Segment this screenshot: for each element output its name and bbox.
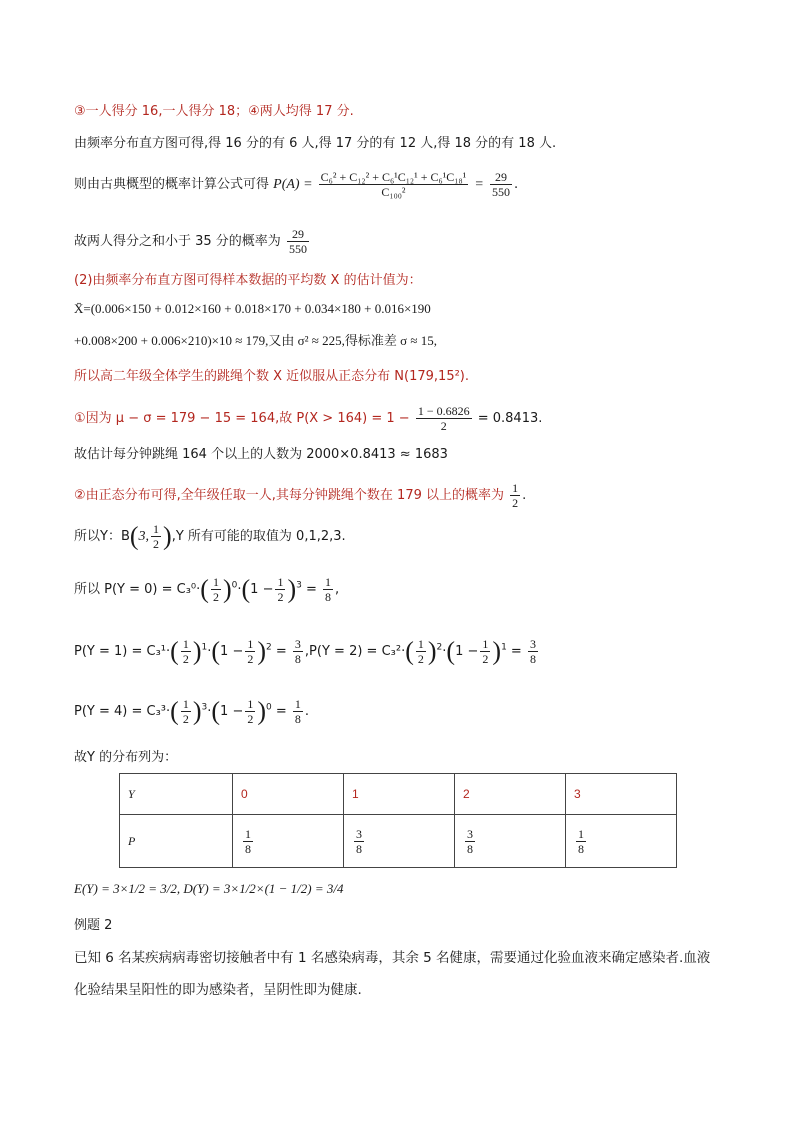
line-mean-formula-1: X̄=(0.006×150 + 0.012×160 + 0.018×170 + 0.034×180 + 0.016×190 (74, 301, 431, 316)
line-sum-probability: 故两人得分之和小于 35 分的概率为 $\frac{29}{550}$ (74, 227, 307, 256)
line-classical-probability: 则由古典概型的概率计算公式可得 P(A) = $\frac{\text{C₆² + C₁₂² + C₆¹C₁₂¹ + C₆¹C₁₈¹}}{\text{C₁₀₀²}}$ = $\frac{29}{550}$ . (74, 170, 519, 199)
table-row: P $\frac{1}{8}$ $\frac{3}{8}$ $\frac{3}{8}$ $\frac{1}{8}$ (120, 815, 677, 868)
sum-probability-fraction: $\frac{29}{550}$ (288, 227, 307, 256)
prob-fraction: $\frac{1 - 0.6826}{2}$ (417, 404, 470, 433)
example-title: 例题 2 (74, 918, 113, 933)
example-text-2: 化验结果呈阳性的即为感染者，呈阴性即为健康. (74, 982, 362, 998)
line-estimated-count: 故估计每分钟跳绳 164 个以上的人数为 2000×0.8413 ≈ 1683 (74, 447, 448, 462)
half-fraction: $\frac{1}{2}$ (512, 481, 519, 510)
line-prob-above-164: ①因为 μ − σ = 179 − 15 = 164,故 P(X > 164) = 1 − $\frac{1 - 0.6826}{2}$ = 0.8413. (74, 404, 543, 433)
line-histogram-counts: 由频率分布直方图可得,得 16 分的有 6 人,得 17 分的有 12 人,得 18 分的有 18 人. (74, 136, 557, 151)
line-normal-distribution: 所以高二年级全体学生的跳绳个数 X 近似服从正态分布 N(179,15²). (74, 369, 470, 384)
line-case-3-4: ③一人得分 16,一人得分 18；④两人均得 17 分. (74, 104, 354, 119)
line-prob-above-179: ②由正态分布可得,全年级任取一人,其每分钟跳绳个数在 179 以上的概率为 $\frac{1}{2}$ . (74, 481, 527, 510)
line-p-y0: 所以 P(Y = 0) = C₃⁰·( $\frac{1}{2}$ )$^0$·(1 − $\frac{1}{2}$ )$^3$ = $\frac{1}{8}$ , (74, 574, 340, 604)
line-part-2-heading: (2)由频率分布直方图可得样本数据的平均数 X 的估计值为： (74, 273, 422, 288)
table-row: Y 0 1 2 3 (120, 774, 677, 815)
distribution-table (119, 773, 677, 868)
result-fraction: $\frac{29}{550}$ (491, 170, 510, 199)
line-binomial: 所以Y：B(3, $\frac{1}{2}$ ),Y 所有可能的取值为 0,1,2,3. (74, 521, 346, 551)
line-distribution-title: 故Y 的分布列为： (74, 750, 178, 765)
line-mean-formula-2: +0.008×200 + 0.006×210)×10 ≈ 179,又由 σ² ≈ 225,得标准差 σ ≈ 15, (74, 333, 438, 348)
line-p-y4: P(Y = 4) = C₃³·( $\frac{1}{2}$ )$^3$·(1 − $\frac{1}{2}$ )$^0$ = $\frac{1}{8}$ . (74, 696, 310, 726)
example-text-1: 已知 6 名某疾病病毒密切接触者中有 1 名感染病毒，其余 5 名健康，需要通过化验血液来确定感染者.血液 (74, 950, 711, 966)
probability-fraction: $\frac{\text{C₆² + C₁₂² + C₆¹C₁₂¹ + C₆¹C₁₈¹}}{\text{C₁₀₀²}}$ (320, 170, 467, 199)
line-p-y1-y2: P(Y = 1) = C₃¹·( $\frac{1}{2}$ )$^1$·(1 − $\frac{1}{2}$ )$^2$ = $\frac{3}{8}$ ,P(Y = 2) = C₃²·( $\frac{1}{2}$ )$^2$·(1 − $\frac{1}{2}$ )$^1$ = $\frac{3}{8}$ (74, 636, 536, 666)
line-expectation-variance: E(Y) = 3×1/2 = 3/2, D(Y) = 3×1/2×(1 − 1/2) = 3/4 (74, 881, 344, 896)
